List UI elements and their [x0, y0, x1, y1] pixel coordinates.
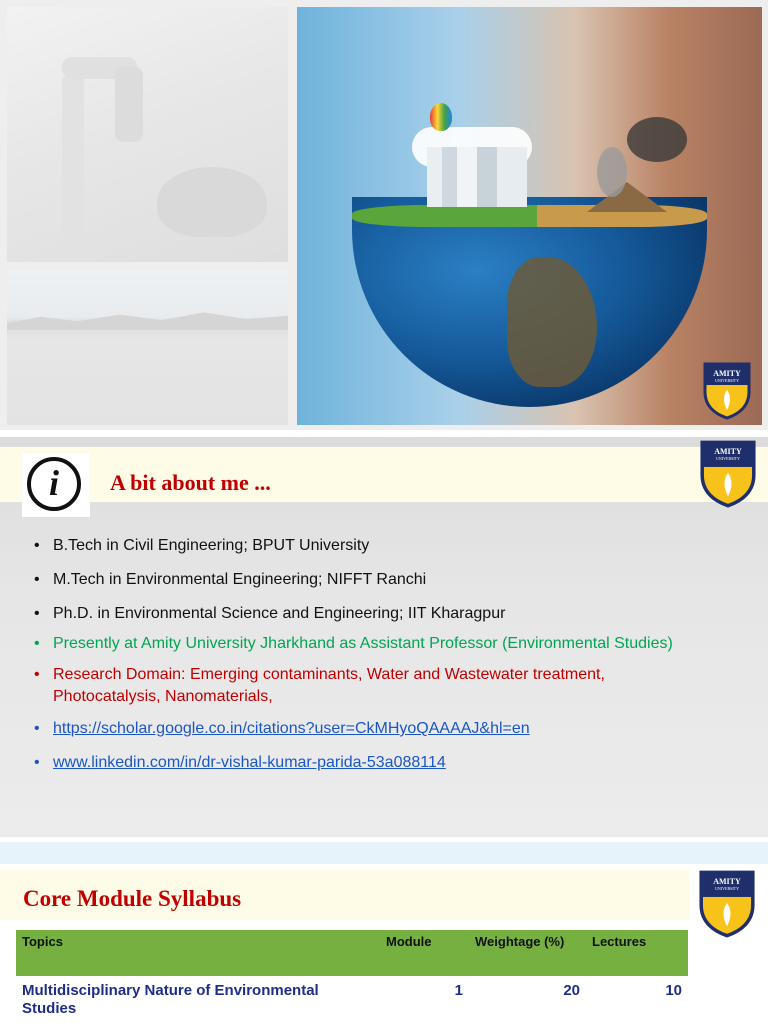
dry-land-photo	[7, 270, 288, 425]
slide-title: A bit about me ...	[110, 470, 271, 495]
column-header-module: Module	[380, 930, 469, 976]
about-bullet-list	[34, 535, 674, 786]
slide-syllabus	[0, 864, 768, 1024]
slide-about-me	[0, 437, 768, 837]
syllabus-table	[16, 930, 688, 1024]
list-item-current-position: • Presently at Amity University Jharkhand as Assistant Professor (Environmental Studies)	[34, 635, 673, 652]
slide-cover-images	[0, 0, 768, 430]
table-cell-lectures: 10	[665, 982, 682, 999]
linkedin-link[interactable]: • www.linkedin.com/in/dr-vishal-kumar-parida-53a088114	[34, 754, 446, 771]
table-cell-topic: Multidisciplinary Nature of Environmental Studies	[22, 982, 319, 1017]
column-header-lectures: Lectures	[586, 930, 688, 976]
amity-logo: AMITY UNIVERSITY	[703, 362, 751, 420]
table-row	[16, 976, 688, 1024]
list-item-phd: • Ph.D. in Environmental Science and Engineering; IIT Kharagpur	[34, 605, 506, 622]
list-item-mtech: • M.Tech in Environmental Engineering; NIFFT Ranchi	[34, 571, 427, 588]
column-header-weightage: Weightage (%)	[469, 930, 586, 976]
info-icon: i	[22, 453, 90, 517]
list-item-research-domain: • Research Domain: Emerging contaminants, Water and Wastewater treatment, Photocatalysis, Nanomaterials,	[34, 666, 605, 705]
list-item-btech: • B.Tech in Civil Engineering; BPUT University	[34, 537, 370, 554]
table-cell-module: 1	[454, 982, 463, 999]
amity-logo: AMITY UNIVERSITY	[699, 440, 757, 508]
split-earth-illustration	[297, 7, 762, 425]
google-scholar-link[interactable]: • https://scholar.google.co.in/citations?user=CkMHyoQAAAAJ&hl=en	[34, 720, 530, 737]
slide-separator	[0, 842, 768, 864]
dry-tap-photo	[7, 7, 288, 262]
table-cell-weightage: 20	[563, 982, 580, 999]
column-header-topics: Topics	[16, 930, 380, 976]
slide-title-band	[0, 447, 768, 502]
slide-title-band	[0, 870, 690, 920]
amity-logo: AMITY UNIVERSITY	[698, 870, 756, 938]
slide-title: Core Module Syllabus	[23, 886, 242, 911]
